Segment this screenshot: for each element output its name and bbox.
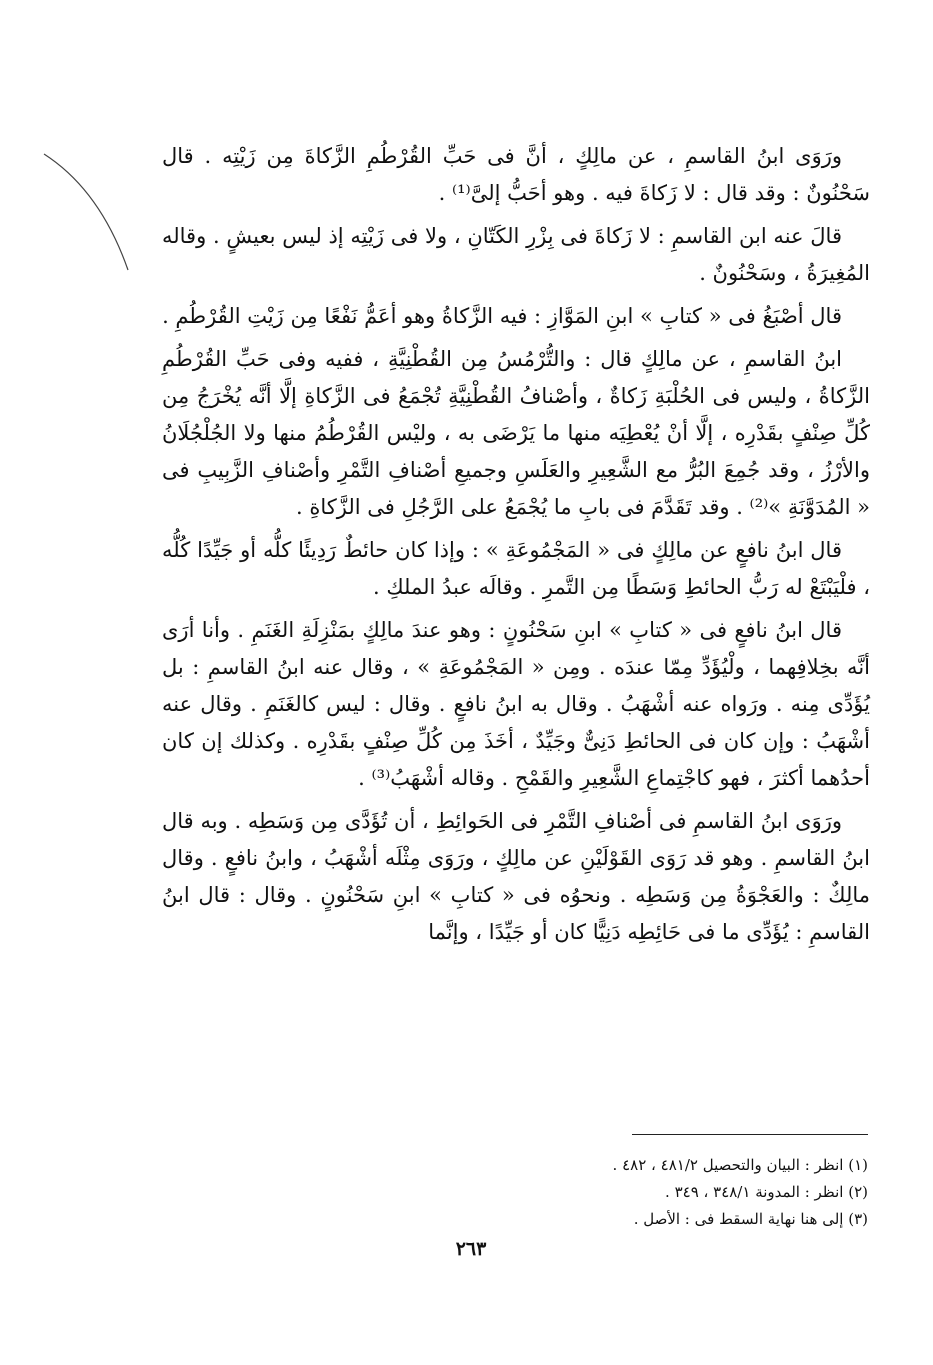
footnote-2: (٢) انظر : المدونة ٣٤٨/١ ، ٣٤٩ .	[665, 1183, 868, 1201]
paragraph-1: ورَوَى ابنُ القاسمِ ، عن مالِكٍ ، أنَّ فى حَبِّ القُرْطُمِ الزَّكاةَ مِن زَيْتِه . قال سَحْنُونٌ : وقد قال : لا زَكاةَ فيه . وهو أحَبُّ إلىَّ⁽¹⁾ .	[162, 144, 870, 205]
footnotes	[330, 1152, 868, 1233]
scan-artifact-stroke	[40, 150, 150, 290]
page-number: ٢٦٣	[455, 1238, 487, 1260]
footnote-separator	[632, 1134, 868, 1135]
paragraph-5: قال ابنُ نافعٍ عن مالِكٍ فى « المَجْمُوعَةِ » : وإذا كان حائطٌ رَدِيئًا كلُّه أو جَيِّدًا كُلُّه ، فلْيَبْتَعْ له رَبُّ الحائطِ وَسَطًا مِن التَّمرِ . وقالَه عبدُ الملكِ .	[162, 538, 870, 599]
footnote-3: (٣) إلى هنا نهاية السقط فى : الأصل .	[633, 1210, 868, 1228]
paragraph-4: ابنُ القاسمِ ، عن مالِكٍ قال : والتُّرْمُسُ مِن القُطْنِيَّةِ ، ففيه وفى حَبِّ القُرْطُمِ الزَّكاةُ ، وليس فى الحُلْبَةِ زَكاةٌ ، وأصْنافُ القُطْنِيَّةِ تُجْمَعُ فى الزَّكاةِ إلَّا أنَّه يُخْرَجُ مِن كُلِّ صِنْفٍ بقَدْرِه ، إلَّا أنْ يُعْطِيَه منها ما يَرْضَى به ، وليْس القُرْطُمُ منها ولا الجُلْجُلَانُ والأرْزُ ، وقد جُمِعَ البُرُّ مع الشَّعِيرِ والعَلَسِ وجميعِ أصْنافِ التَّمْرِ وأصْنافِ الزَّبِيبِ فى « المُدَوَّنَةِ »⁽²⁾ . وقد تَقَدَّمَ فى بابِ ما يُجْمَعُ على الرَّجُلِ فى الزَّكاةِ .	[162, 347, 870, 519]
main-text-body	[162, 138, 870, 957]
paragraph-6: قال ابنُ نافعٍ فى « كتابِ » ابنِ سَحْنُونٍ : وهو عندَ مالِكٍ بمَنْزِلَةِ الغَنَمِ . وأنا أرَى أنَّه بخِلافِهما ، ولْيُؤَدِّ مِمّا عندَه . ومِن « المَجْمُوعَةِ » ، وقال عنه ابنُ القاسمِ : بل يُؤَدِّى مِنه . ورَواه عنه أشْهَبُ . وقال به ابنُ نافعٍ . وقال : ليس كالغَنَمِ . وقال عنه أشْهَبُ : وإن كان فى الحائطِ دَنِىٌّ وجَيِّدٌ ، أخَذَ مِن كُلِّ صِنْفٍ بقَدْرِه . وكذلك إن كان أحدُهما أكثرَ ، فهو كاجْتِماعِ الشَّعِيرِ والقَمْحِ . وقاله أشْهَبُ⁽³⁾ .	[162, 618, 870, 790]
footnote-1: (١) انظر : البيان والتحصيل ٤٨١/٢ ، ٤٨٢ .	[612, 1156, 868, 1174]
paragraph-3: قال أصْبَغُ فى « كتابِ » ابنِ المَوَّازِ : فيه الزَّكاةُ وهو أعَمُّ نَفْعًا مِن زَيْتِ القُرْطُمِ .	[162, 304, 842, 328]
paragraph-7: ورَوَى ابنُ القاسمِ فى أصْنافِ التَّمْرِ فى الحَوائِطِ ، أن تُؤَدَّى مِن وَسَطِه . وبه قال ابنُ القاسمِ . وهو قد رَوَى القَوْلَيْنِ عن مالِكٍ ، ورَوَى مِثْلَه أشْهَبُ ، وابنُ نافعٍ . وقال مالِكٌ : والعَجْوَةُ مِن وَسَطِه . ونحوُه فى « كتابِ » ابنِ سَحْنُونٍ . وقال : قال ابنُ القاسمِ : يُؤَدِّى ما فى حَائِطِه دَنِيًّا كان أو جَيِّدًا ، وإنَّما	[162, 809, 870, 944]
paragraph-2: قالَ عنه ابن القاسمِ : لا زَكاةَ فى بِزْرِ الكَتّانِ ، ولا فى زَيْتِه إذ ليس بعيشٍ . وقاله المُغِيرَةُ ، وسَحْنُونٌ .	[162, 224, 870, 285]
